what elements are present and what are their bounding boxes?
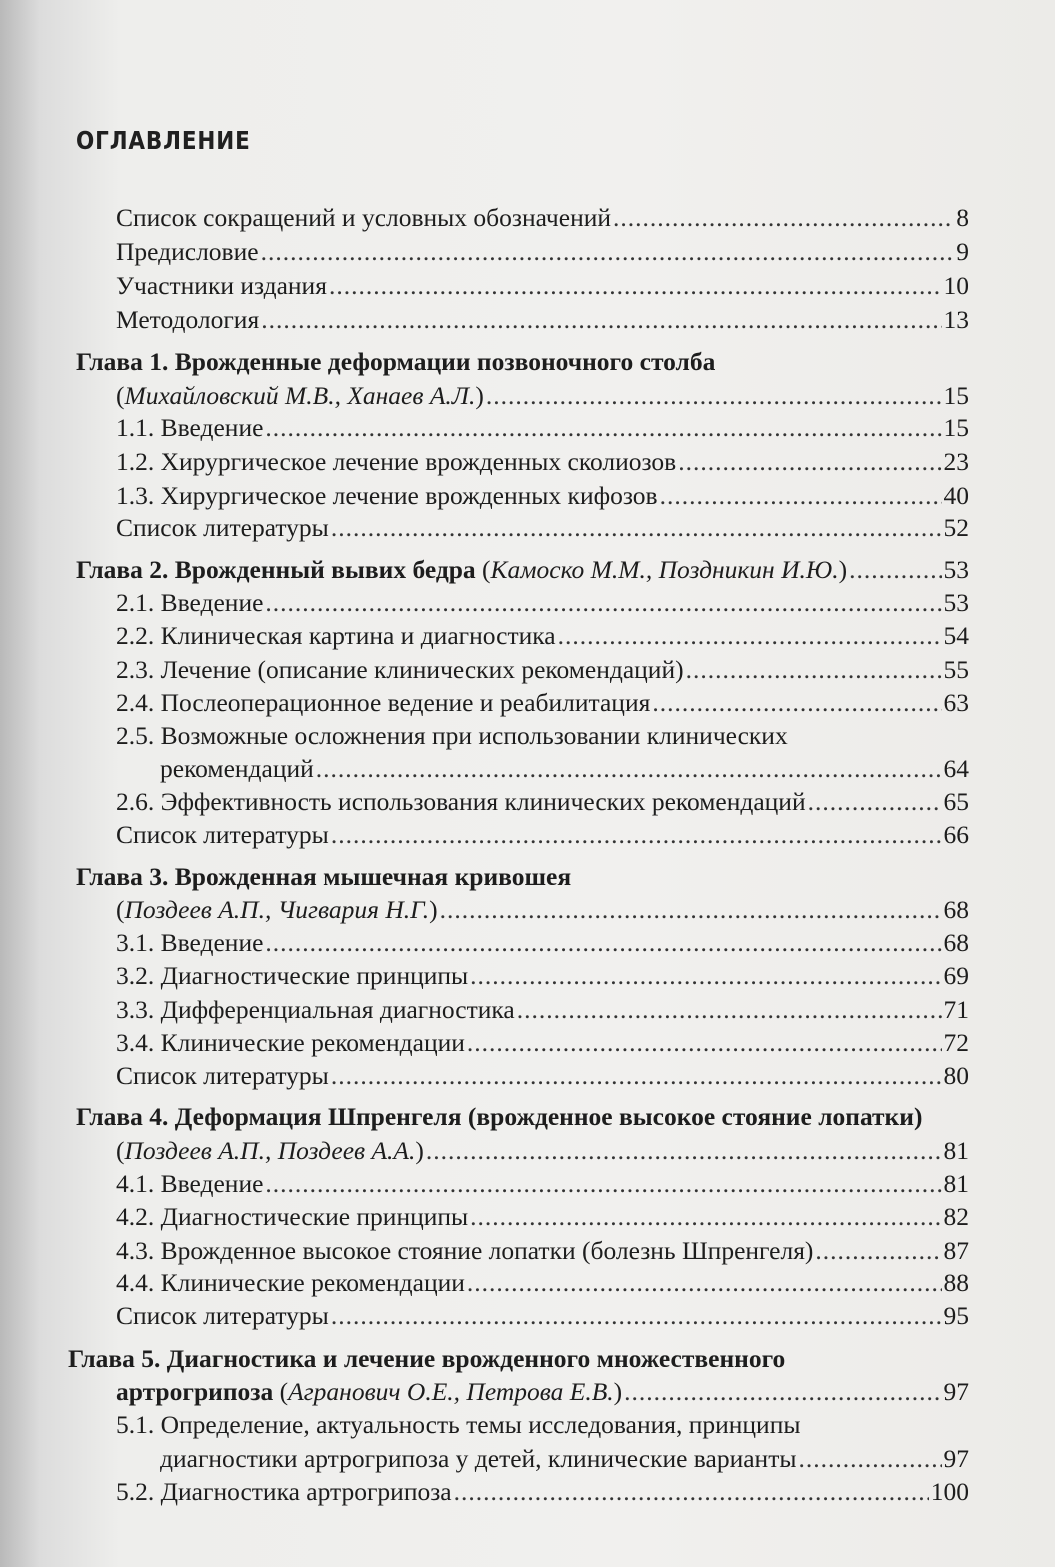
leader-dots [808, 787, 942, 817]
leader-dots [678, 447, 941, 477]
leader-dots [467, 1028, 942, 1058]
leader-dots [329, 271, 942, 301]
leader-dots [331, 1061, 942, 1091]
entry-title: 5.2. Диагностика артрогрипоза [116, 1477, 452, 1506]
toc-entry-2-1 [116, 588, 969, 618]
toc-entry-1-3 [116, 481, 969, 511]
entry-title: 5.1. Определение, актуальность темы исследования, принципы [116, 1410, 801, 1439]
entry-page: 64 [943, 754, 969, 783]
chapter-authors [116, 895, 438, 925]
entry-page: 71 [943, 995, 969, 1024]
entry-title: 4.3. Врожденное высокое стояние лопатки (болезнь Шпренгеля) [116, 1236, 814, 1265]
authors: Поздеев А.П., Поздеев А.А. [124, 1136, 416, 1165]
toc-entry-5-1-line2 [160, 1444, 969, 1474]
toc-entry-5-2 [116, 1477, 969, 1507]
authors: Михайловский М.В., Ханаев А.Л. [124, 381, 476, 410]
entry-page: 72 [943, 1028, 969, 1057]
entry-title: 1.2. Хирургическое лечение врожденных сколиозов [116, 447, 677, 476]
toc-entry-3-references [116, 1061, 969, 1091]
leader-dots [454, 1477, 929, 1507]
toc-entry-2-5-line1 [116, 721, 788, 751]
paren-open: ( [475, 555, 491, 584]
entry-page: 23 [943, 447, 969, 476]
toc-chapter-3-authors [116, 895, 969, 925]
entry-page: 82 [943, 1202, 969, 1231]
entry-title: 2.2. Клиническая картина и диагностика [116, 621, 556, 650]
chapter-authors [116, 381, 484, 411]
entry-title: 1.1. Введение [116, 413, 264, 442]
leader-dots [517, 995, 942, 1025]
entry-title: 3.3. Дифференциальная диагностика [116, 995, 515, 1024]
paren-close: ) [613, 1377, 623, 1406]
leader-dots [624, 1377, 941, 1407]
chapter-title: Глава 2. Врожденный вывих бедра [76, 555, 476, 584]
entry-page: 8 [956, 203, 969, 232]
entry-page: 87 [943, 1236, 969, 1265]
leader-dots [470, 1202, 941, 1232]
toc-entry-4-1 [116, 1169, 969, 1199]
leader-dots [426, 1136, 942, 1166]
toc-entry-methodology [116, 305, 969, 335]
toc-entry-1-references [116, 513, 969, 543]
entry-page: 81 [943, 1136, 969, 1165]
entry-page: 40 [943, 481, 969, 510]
entry-page: 97 [943, 1444, 969, 1473]
entry-title: 3.1. Введение [116, 928, 264, 957]
entry-page: 88 [943, 1268, 969, 1297]
toc-chapter-4-title [76, 1102, 922, 1132]
toc-chapter-5-title-line2 [116, 1377, 969, 1407]
entry-title: 3.4. Клинические рекомендации [116, 1028, 465, 1057]
entry-page: 15 [943, 413, 969, 442]
leader-dots [613, 203, 954, 233]
paren-open: ( [116, 895, 125, 924]
entry-title: 2.6. Эффективность использования клинических рекомендаций [116, 787, 806, 816]
toc-entry-3-3 [116, 995, 969, 1025]
toc-entry-4-3 [116, 1236, 969, 1266]
entry-title: рекомендаций [160, 754, 314, 783]
leader-dots [798, 1444, 941, 1474]
entry-title: 2.1. Введение [116, 588, 264, 617]
entry-page: 53 [943, 555, 969, 584]
leader-dots [849, 555, 941, 585]
chapter-title: Глава 5. Диагностика и лечение врожденного множественного [68, 1344, 786, 1373]
chapter-title: Глава 4. Деформация Шпренгеля (врожденное высокое стояние лопатки) [76, 1102, 923, 1131]
chapter-title: артрогрипоза [116, 1377, 274, 1406]
leader-dots [261, 237, 955, 267]
paren-close: ) [429, 895, 438, 924]
entry-page: 53 [943, 588, 969, 617]
toc-chapter-1-title [76, 347, 715, 377]
leader-dots [660, 481, 942, 511]
entry-title: 2.5. Возможные осложнения при использовании клинических [116, 721, 788, 750]
chapter-heading [76, 555, 847, 585]
entry-title: 1.3. Хирургическое лечение врожденных кифозов [116, 481, 658, 510]
entry-page: 68 [943, 928, 969, 957]
entry-title: Список сокращений и условных обозначений [116, 203, 612, 232]
entry-page: 55 [943, 655, 969, 684]
entry-title: Список литературы [116, 1301, 329, 1330]
leader-dots [261, 305, 941, 335]
toc-entry-contributors [116, 271, 969, 301]
leader-dots [265, 413, 941, 443]
leader-dots [331, 820, 942, 850]
toc-entry-4-2 [116, 1202, 969, 1232]
leader-dots [331, 513, 942, 543]
entry-title: Список литературы [116, 513, 329, 542]
toc-entry-abbreviations [116, 203, 969, 233]
toc-chapter-4-authors [116, 1136, 969, 1166]
entry-title: Участники издания [116, 271, 327, 300]
leader-dots [467, 1268, 942, 1298]
leader-dots [265, 588, 941, 618]
toc-heading: ОГЛАВЛЕНИЕ [76, 126, 251, 155]
paren-close: ) [838, 555, 848, 584]
entry-title: Методология [116, 305, 260, 334]
authors: Агранович О.Е., Петрова Е.В. [288, 1377, 614, 1406]
leader-dots [331, 1301, 942, 1331]
entry-page: 97 [943, 1377, 969, 1406]
entry-page: 100 [930, 1477, 969, 1506]
entry-page: 65 [943, 787, 969, 816]
toc-entry-2-4 [116, 688, 969, 718]
paren-close: ) [415, 1136, 424, 1165]
entry-page: 69 [943, 961, 969, 990]
entry-page: 80 [943, 1061, 969, 1090]
authors: Поздеев А.П., Чигвария Н.Г. [124, 895, 430, 924]
entry-page: 68 [943, 895, 969, 924]
leader-dots [265, 928, 941, 958]
toc-entry-1-2 [116, 447, 969, 477]
entry-page: 95 [943, 1301, 969, 1330]
toc-entry-2-2 [116, 621, 969, 651]
leader-dots [558, 621, 942, 651]
toc-chapter-1-authors [116, 381, 969, 411]
entry-page: 15 [943, 381, 969, 410]
entry-page: 81 [943, 1169, 969, 1198]
toc-entry-5-1-line1 [116, 1410, 800, 1440]
toc-entry-3-2 [116, 961, 969, 991]
toc-chapter-2 [76, 555, 969, 585]
entry-page: 63 [943, 688, 969, 717]
entry-page: 13 [943, 305, 969, 334]
leader-dots [265, 1169, 941, 1199]
toc-entry-preface [116, 237, 969, 267]
entry-title: 2.4. Послеоперационное ведение и реабилитация [116, 688, 651, 717]
toc-entry-4-references [116, 1301, 969, 1331]
entry-title: 4.1. Введение [116, 1169, 264, 1198]
toc-chapter-5-title [68, 1344, 785, 1374]
entry-page: 52 [943, 513, 969, 542]
leader-dots [652, 688, 941, 718]
entry-page: 9 [956, 237, 969, 266]
entry-title: 2.3. Лечение (описание клинических рекомендаций) [116, 655, 684, 684]
toc-entry-3-1 [116, 928, 969, 958]
chapter-title: Глава 3. Врожденная мышечная кривошея [76, 862, 572, 891]
paren-close: ) [475, 381, 484, 410]
entry-page: 54 [943, 621, 969, 650]
chapter-authors [116, 1136, 424, 1166]
leader-dots [686, 655, 942, 685]
leader-dots [440, 895, 942, 925]
toc-entry-1-1 [116, 413, 969, 443]
paren-open: ( [273, 1377, 289, 1406]
toc-entry-2-6 [116, 787, 969, 817]
entry-page: 66 [943, 820, 969, 849]
entry-title: Предисловие [116, 237, 259, 266]
entry-title: 4.4. Клинические рекомендации [116, 1268, 465, 1297]
entry-title: 4.2. Диагностические принципы [116, 1202, 469, 1231]
leader-dots [316, 754, 942, 784]
entry-title: диагностики артрогрипоза у детей, клинические варианты [160, 1444, 797, 1473]
chapter-heading [116, 1377, 622, 1407]
entry-title: Список литературы [116, 820, 329, 849]
entry-title: Список литературы [116, 1061, 329, 1090]
chapter-title: Глава 1. Врожденные деформации позвоночного столба [76, 347, 716, 376]
toc-entry-2-references [116, 820, 969, 850]
toc-entry-2-5-line2 [160, 754, 969, 784]
leader-dots [486, 381, 942, 411]
toc-entry-3-4 [116, 1028, 969, 1058]
entry-page: 10 [943, 271, 969, 300]
paren-open: ( [116, 1136, 125, 1165]
toc-entry-4-4 [116, 1268, 969, 1298]
paren-open: ( [116, 381, 125, 410]
leader-dots [470, 961, 941, 991]
authors: Камоско М.М., Поздникин И.Ю. [490, 555, 839, 584]
toc-chapter-3-title [76, 862, 571, 892]
entry-title: 3.2. Диагностические принципы [116, 961, 469, 990]
leader-dots [815, 1236, 941, 1266]
toc-entry-2-3 [116, 655, 969, 685]
